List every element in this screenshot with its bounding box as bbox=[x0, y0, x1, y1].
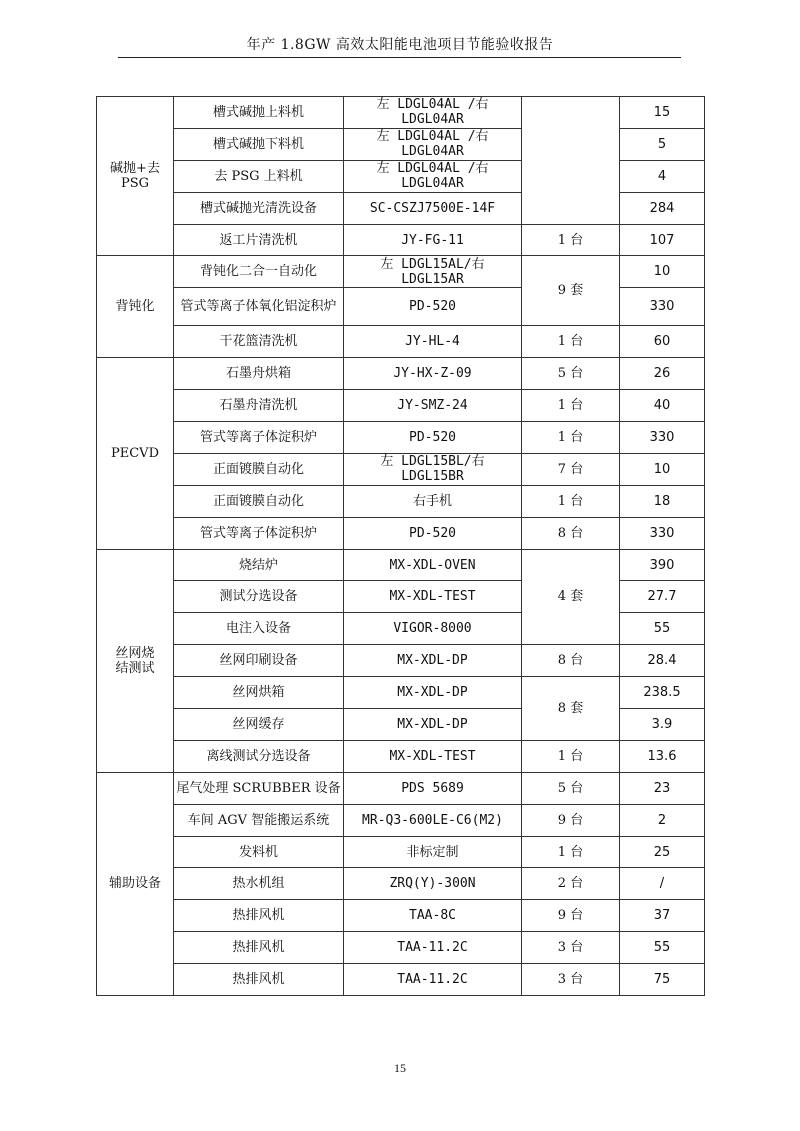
equipment-model: TAA-8C bbox=[344, 900, 522, 932]
table-row bbox=[97, 224, 705, 256]
equipment-power: 330 bbox=[620, 517, 705, 549]
equipment-power: 3.9 bbox=[620, 709, 705, 741]
equipment-power: 40 bbox=[620, 390, 705, 422]
table-row bbox=[97, 97, 705, 129]
equipment-quantity: 1 台 bbox=[522, 326, 620, 358]
table-row bbox=[97, 422, 705, 454]
equipment-name: 干花篮清洗机 bbox=[174, 326, 344, 358]
equipment-name: 烧结炉 bbox=[174, 549, 344, 581]
equipment-quantity: 3 台 bbox=[522, 932, 620, 964]
equipment-power: 107 bbox=[620, 224, 705, 256]
table-row bbox=[97, 772, 705, 804]
equipment-model: PD-520 bbox=[344, 288, 522, 326]
group-cell: 背钝化 bbox=[97, 256, 174, 358]
equipment-name: 尾气处理 SCRUBBER 设备 bbox=[174, 772, 344, 804]
equipment-table bbox=[96, 96, 705, 996]
equipment-power: 5 bbox=[620, 128, 705, 160]
equipment-name: 槽式碱抛上料机 bbox=[174, 97, 344, 129]
equipment-model: PD-520 bbox=[344, 422, 522, 454]
table-row bbox=[97, 517, 705, 549]
equipment-model: MR-Q3-600LE-C6(M2) bbox=[344, 804, 522, 836]
equipment-power: 330 bbox=[620, 288, 705, 326]
equipment-model: MX-XDL-DP bbox=[344, 645, 522, 677]
equipment-power: 330 bbox=[620, 422, 705, 454]
equipment-model: TAA-11.2C bbox=[344, 932, 522, 964]
equipment-name: 热水机组 bbox=[174, 868, 344, 900]
equipment-model: SC-CSZJ7500E-14F bbox=[344, 192, 522, 224]
equipment-model: 左 LDGL04AL /右 LDGL04AR bbox=[344, 160, 522, 192]
equipment-power: 25 bbox=[620, 836, 705, 868]
group-cell: 辅助设备 bbox=[97, 772, 174, 995]
equipment-model: JY-HX-Z-09 bbox=[344, 358, 522, 390]
table-row bbox=[97, 549, 705, 581]
equipment-quantity: 7 台 bbox=[522, 453, 620, 485]
equipment-quantity bbox=[522, 97, 620, 225]
equipment-name: 车间 AGV 智能搬运系统 bbox=[174, 804, 344, 836]
table-row bbox=[97, 390, 705, 422]
group-cell: 碱抛+去PSG bbox=[97, 97, 174, 256]
equipment-power: 10 bbox=[620, 256, 705, 288]
equipment-power: 13.6 bbox=[620, 740, 705, 772]
equipment-quantity: 4 套 bbox=[522, 549, 620, 645]
table-row bbox=[97, 900, 705, 932]
equipment-model: TAA-11.2C bbox=[344, 964, 522, 996]
equipment-name: 槽式碱抛光清洗设备 bbox=[174, 192, 344, 224]
equipment-power: 75 bbox=[620, 964, 705, 996]
equipment-name: 热排风机 bbox=[174, 900, 344, 932]
equipment-quantity: 8 台 bbox=[522, 517, 620, 549]
equipment-name: 热排风机 bbox=[174, 964, 344, 996]
equipment-power: 37 bbox=[620, 900, 705, 932]
page-number: 15 bbox=[394, 1061, 406, 1075]
group-cell: 丝网烧结测试 bbox=[97, 549, 174, 772]
equipment-name: 测试分选设备 bbox=[174, 581, 344, 613]
equipment-quantity: 1 台 bbox=[522, 422, 620, 454]
equipment-power: 15 bbox=[620, 97, 705, 129]
equipment-name: 正面镀膜自动化 bbox=[174, 485, 344, 517]
equipment-name: 管式等离子体淀积炉 bbox=[174, 422, 344, 454]
equipment-model: MX-XDL-TEST bbox=[344, 740, 522, 772]
equipment-quantity: 1 台 bbox=[522, 390, 620, 422]
equipment-model: PDS 5689 bbox=[344, 772, 522, 804]
equipment-model: MX-XDL-DP bbox=[344, 709, 522, 741]
equipment-name: 管式等离子体氧化铝淀积炉 bbox=[174, 288, 344, 326]
equipment-name: 丝网缓存 bbox=[174, 709, 344, 741]
equipment-model: 左 LDGL15AL/右 LDGL15AR bbox=[344, 256, 522, 288]
table-row bbox=[97, 485, 705, 517]
equipment-quantity: 3 台 bbox=[522, 964, 620, 996]
equipment-power: 4 bbox=[620, 160, 705, 192]
table-row bbox=[97, 804, 705, 836]
equipment-model: 左 LDGL04AL /右 LDGL04AR bbox=[344, 128, 522, 160]
equipment-quantity: 9 套 bbox=[522, 256, 620, 326]
table-row bbox=[97, 740, 705, 772]
equipment-model: 右手机 bbox=[344, 485, 522, 517]
equipment-quantity: 9 台 bbox=[522, 900, 620, 932]
table-row bbox=[97, 645, 705, 677]
table-row bbox=[97, 256, 705, 288]
equipment-power: 284 bbox=[620, 192, 705, 224]
table-row bbox=[97, 868, 705, 900]
equipment-power: 27.7 bbox=[620, 581, 705, 613]
table-row bbox=[97, 358, 705, 390]
equipment-name: 槽式碱抛下料机 bbox=[174, 128, 344, 160]
equipment-quantity: 1 台 bbox=[522, 836, 620, 868]
table-row bbox=[97, 836, 705, 868]
equipment-model: JY-SMZ-24 bbox=[344, 390, 522, 422]
equipment-power: 55 bbox=[620, 613, 705, 645]
equipment-name: 返工片清洗机 bbox=[174, 224, 344, 256]
equipment-model: MX-XDL-DP bbox=[344, 677, 522, 709]
equipment-power: 2 bbox=[620, 804, 705, 836]
equipment-power: 23 bbox=[620, 772, 705, 804]
equipment-quantity: 1 台 bbox=[522, 740, 620, 772]
equipment-quantity: 8 套 bbox=[522, 677, 620, 741]
equipment-name: 发料机 bbox=[174, 836, 344, 868]
equipment-name: 管式等离子体淀积炉 bbox=[174, 517, 344, 549]
equipment-quantity: 2 台 bbox=[522, 868, 620, 900]
table-row bbox=[97, 677, 705, 709]
equipment-name: 去 PSG 上料机 bbox=[174, 160, 344, 192]
equipment-model: 非标定制 bbox=[344, 836, 522, 868]
equipment-quantity: 5 台 bbox=[522, 358, 620, 390]
table-row bbox=[97, 326, 705, 358]
equipment-name: 丝网烘箱 bbox=[174, 677, 344, 709]
table-row bbox=[97, 932, 705, 964]
equipment-power: 390 bbox=[620, 549, 705, 581]
equipment-name: 丝网印刷设备 bbox=[174, 645, 344, 677]
table-row bbox=[97, 453, 705, 485]
equipment-model: 左 LDGL04AL /右 LDGL04AR bbox=[344, 97, 522, 129]
equipment-power: 18 bbox=[620, 485, 705, 517]
header-divider bbox=[118, 57, 681, 58]
equipment-quantity: 8 台 bbox=[522, 645, 620, 677]
equipment-model: MX-XDL-OVEN bbox=[344, 549, 522, 581]
equipment-quantity: 1 台 bbox=[522, 224, 620, 256]
equipment-name: 石墨舟烘箱 bbox=[174, 358, 344, 390]
equipment-model: JY-FG-11 bbox=[344, 224, 522, 256]
equipment-power: 55 bbox=[620, 932, 705, 964]
equipment-name: 背钝化二合一自动化 bbox=[174, 256, 344, 288]
equipment-name: 电注入设备 bbox=[174, 613, 344, 645]
equipment-model: JY-HL-4 bbox=[344, 326, 522, 358]
equipment-power: 10 bbox=[620, 453, 705, 485]
equipment-power: 28.4 bbox=[620, 645, 705, 677]
equipment-name: 离线测试分选设备 bbox=[174, 740, 344, 772]
page-header-title: 年产 1.8GW 高效太阳能电池项目节能验收报告 bbox=[246, 37, 554, 53]
table-row bbox=[97, 964, 705, 996]
equipment-quantity: 9 台 bbox=[522, 804, 620, 836]
equipment-power: / bbox=[620, 868, 705, 900]
equipment-power: 238.5 bbox=[620, 677, 705, 709]
equipment-name: 石墨舟清洗机 bbox=[174, 390, 344, 422]
group-cell: PECVD bbox=[97, 358, 174, 549]
equipment-model: PD-520 bbox=[344, 517, 522, 549]
equipment-quantity: 5 台 bbox=[522, 772, 620, 804]
equipment-model: VIGOR-8000 bbox=[344, 613, 522, 645]
equipment-model: MX-XDL-TEST bbox=[344, 581, 522, 613]
equipment-quantity: 1 台 bbox=[522, 485, 620, 517]
equipment-name: 正面镀膜自动化 bbox=[174, 453, 344, 485]
equipment-name: 热排风机 bbox=[174, 932, 344, 964]
equipment-power: 26 bbox=[620, 358, 705, 390]
equipment-model: ZRQ(Y)-300N bbox=[344, 868, 522, 900]
equipment-power: 60 bbox=[620, 326, 705, 358]
equipment-model: 左 LDGL15BL/右 LDGL15BR bbox=[344, 453, 522, 485]
